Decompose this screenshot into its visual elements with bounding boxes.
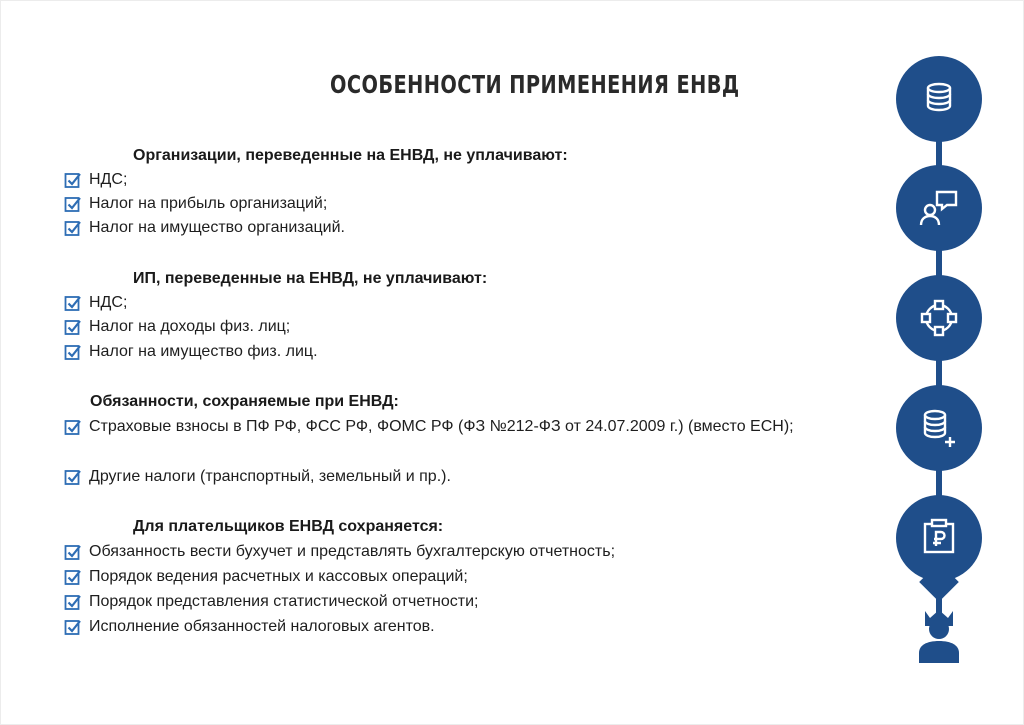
timeline-node [896,56,982,142]
list-item-text: Порядок представления статистической отчетности; [89,593,479,610]
timeline-node [896,165,982,251]
list-item-text: Другие налоги (транспортный, земельный и пр.). [89,468,451,485]
list-item [64,216,345,240]
list-item [64,340,318,364]
list-item [64,291,127,315]
checkbox-checked-icon [64,318,82,336]
list-item-text: Налог на доходы физ. лиц; [89,318,291,335]
list-item [64,540,615,564]
section-heading: Для плательщиков ЕНВД сохраняется: [133,518,444,535]
person-crown-icon [916,607,962,663]
list-item [64,465,451,489]
checkbox-checked-icon [64,468,82,486]
timeline-node [896,385,982,471]
section-heading: Организации, переведенные на ЕНВД, не уплачивают: [133,147,568,164]
person-chat-icon [916,185,962,231]
list-item [64,565,468,589]
list-item [64,192,327,216]
list-item-text: Обязанность вести бухучет и представлять бухгалтерскую отчетность; [89,543,616,560]
list-item [64,168,127,192]
checkbox-checked-icon [64,568,82,586]
section-heading: Обязанности, сохраняемые при ЕНВД: [90,393,399,410]
checkbox-checked-icon [64,543,82,561]
list-item-text: НДС; [89,171,128,188]
coins-stack-icon [916,76,962,122]
list-item [64,590,478,614]
section-heading: ИП, переведенные на ЕНВД, не уплачивают: [133,270,488,287]
list-item-text: Порядок ведения расчетных и кассовых операций; [89,568,468,585]
list-item [64,615,435,639]
list-item-text: Налог на имущество физ. лиц. [89,343,318,360]
list-item-text: НДС; [89,294,128,311]
database-plus-icon [916,405,962,451]
timeline-node [896,275,982,361]
list-item-text: Налог на имущество организаций. [89,219,345,236]
page-title: ОСОБЕННОСТИ ПРИМЕНЕНИЯ ЕНВД [330,70,740,99]
checkbox-checked-icon [64,593,82,611]
network-circle-icon [916,295,962,341]
ruble-document-icon [916,515,962,561]
list-item [64,315,290,339]
checkbox-checked-icon [64,171,82,189]
checkbox-checked-icon [64,294,82,312]
checkbox-checked-icon [64,618,82,636]
checkbox-checked-icon [64,195,82,213]
checkbox-checked-icon [64,343,82,361]
list-item [64,415,889,439]
list-item-text: Страховые взносы в ПФ РФ, ФСС РФ, ФОМС РФ (ФЗ №212-ФЗ от 24.07.2009 г.) (вместо ЕСН); [89,418,794,435]
checkbox-checked-icon [64,219,82,237]
list-item-text: Налог на прибыль организаций; [89,195,328,212]
checkbox-checked-icon [64,418,82,436]
list-item-text: Исполнение обязанностей налоговых агентов. [89,618,435,635]
